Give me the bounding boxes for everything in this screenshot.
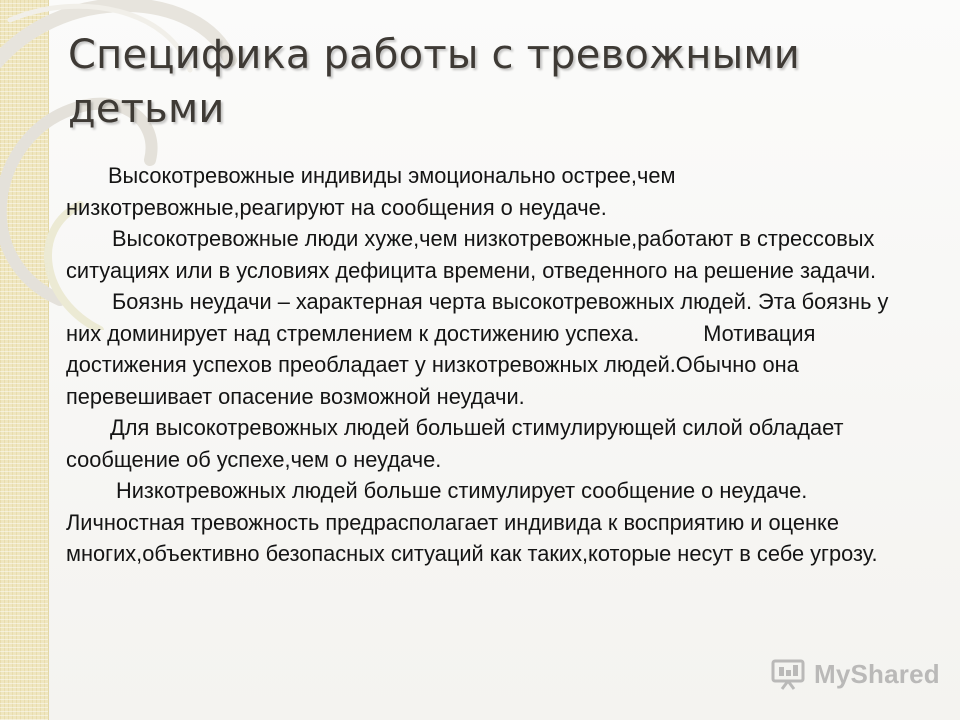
slide-title: Специфика работы с тревожными детьми [68, 32, 800, 132]
paragraph-1-text: Высокотревожные индивиды эмоционально острее,чем низкотревожные,реагируют на сообщения о неудаче. [66, 163, 676, 220]
paragraph-2-text: Высокотревожные люди хуже,чем низкотревожные,работают в стрессовых ситуациях или в условиях дефицита времени, отведенного на решение задачи. [66, 226, 877, 283]
presentation-board-icon [770, 658, 806, 690]
paragraph-4-text: Для высокотревожных людей большей стимулирующей силой обладает сообщение об успехе,чем о неудаче. [66, 415, 844, 472]
paragraph-3-continuation: Мотивация достижения успехов преобладает у низкотревожных людей.Обычно она перевешивает опасение возможной неудачи. [66, 320, 816, 409]
paragraph-5-text: Низкотревожных людей больше стимулирует сообщение о неудаче. [116, 478, 808, 503]
decorative-side-band [0, 0, 49, 720]
paragraph-5 [66, 475, 911, 570]
slide-body [66, 160, 911, 570]
paragraph-3-text: Боязнь неудачи – характерная черта высокотревожных людей. Эта боязнь у них доминирует над стремлением к достижению успеха. [66, 289, 889, 346]
paragraph-3 [66, 286, 911, 412]
paragraph-1 [66, 160, 911, 223]
watermark[interactable] [770, 656, 940, 692]
watermark-text: MyShared [814, 658, 940, 689]
paragraph-2 [66, 223, 911, 286]
paragraph-4 [66, 412, 911, 475]
paragraph-5-continuation: Личностная тревожность предрасполагает индивида к восприятию и оценке многих,объективно безопасных ситуаций как таких,которые несут в себе угрозу. [66, 509, 878, 566]
